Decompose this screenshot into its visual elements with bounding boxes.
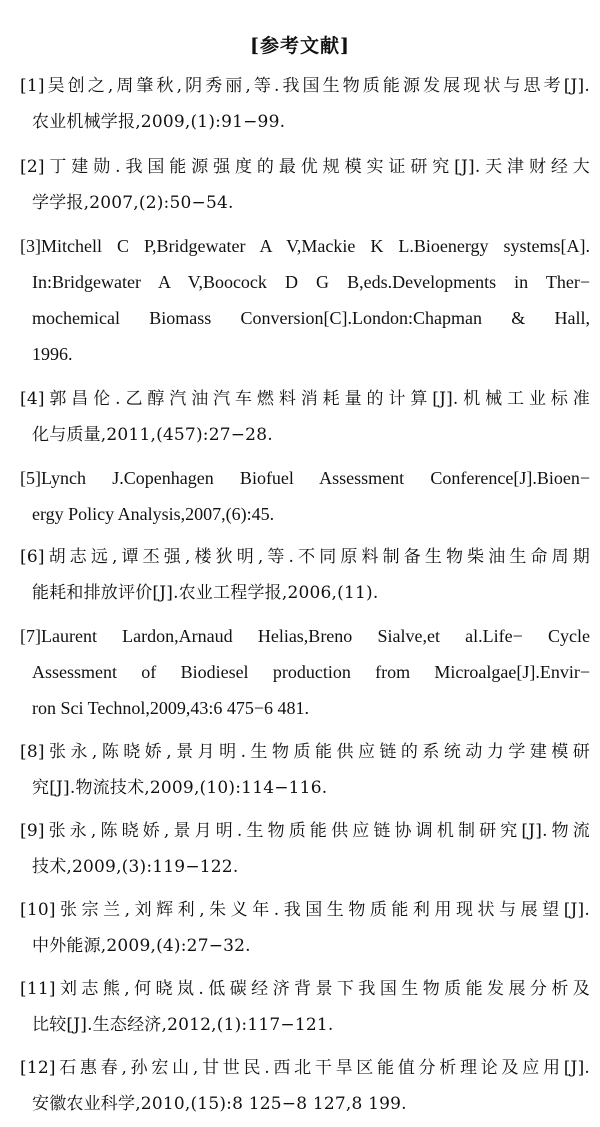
reference-line: [7]Laurent Lardon,Arnaud Helias,Breno Sialve,et al.Life− Cycle — [20, 626, 590, 646]
reference-item — [20, 460, 590, 532]
reference-line: [1]吴创之,周肇秋,阴秀丽,等.我国生物质能源发展现状与思考[J]. — [20, 76, 590, 96]
reference-line: ergy Policy Analysis,2007,(6):45. — [32, 504, 275, 524]
reference-item — [20, 68, 590, 140]
reference-line: [4]郭昌伦.乙醇汽油汽车燃料消耗量的计算[J].机械工业标准 — [20, 389, 590, 409]
reference-line: 技术,2009,(3):119−122. — [32, 857, 239, 877]
reference-item — [20, 734, 590, 806]
reference-line: [3]Mitchell C P,Bridgewater A V,Mackie K L.Bioenergy systems[A]. — [20, 236, 590, 256]
reference-item — [20, 618, 590, 726]
reference-line: [10]张宗兰,刘辉利,朱义年.我国生物质能利用现状与展望[J]. — [20, 900, 590, 920]
reference-line: 比较[J].生态经济,2012,(1):117−121. — [32, 1015, 334, 1035]
reference-line: [8]张永,陈晓娇,景月明.生物质能供应链的系统动力学建模研 — [20, 742, 590, 762]
reference-item — [20, 381, 590, 453]
reference-line: In:Bridgewater A V,Boocock D G B,eds.Developments in Ther− — [32, 272, 590, 292]
reference-line: ron Sci Technol,2009,43:6 475−6 481. — [32, 698, 310, 718]
reference-line: 究[J].物流技术,2009,(10):114−116. — [32, 778, 328, 798]
reference-item — [20, 971, 590, 1043]
reference-line: [2]丁建勋.我国能源强度的最优规模实证研究[J].天津财经大 — [20, 157, 590, 177]
reference-line: [9]张永,陈晓娇,景月明.生物质能供应链协调机制研究[J].物流 — [20, 821, 590, 841]
reference-line: Assessment of Biodiesel production from Microalgae[J].Envir− — [32, 662, 590, 682]
reference-line: 农业机械学报,2009,(1):91−99. — [32, 112, 286, 132]
references-heading: [参考文献] — [250, 35, 350, 57]
reference-item — [20, 539, 590, 611]
reference-line: [5]Lynch J.Copenhagen Biofuel Assessment Conference[J].Bioen− — [20, 468, 590, 488]
reference-item — [20, 149, 590, 221]
reference-item — [20, 1050, 590, 1122]
reference-item — [20, 813, 590, 885]
reference-line: 中外能源,2009,(4):27−32. — [32, 936, 251, 956]
reference-line: 学学报,2007,(2):50−54. — [32, 193, 234, 213]
reference-line: mochemical Biomass Conversion[C].London:Chapman & Hall, — [32, 308, 590, 328]
reference-line: 1996. — [32, 344, 73, 364]
reference-line: [11]刘志熊,何晓岚.低碳经济背景下我国生物质能发展分析及 — [20, 979, 590, 999]
reference-item — [20, 892, 590, 964]
reference-item — [20, 228, 590, 372]
reference-line: 化与质量,2011,(457):27−28. — [32, 425, 273, 445]
reference-line: [12]石惠春,孙宏山,甘世民.西北干旱区能值分析理论及应用[J]. — [20, 1058, 590, 1078]
reference-line: [6]胡志远,谭丕强,楼狄明,等.不同原料制备生物柴油生命周期 — [20, 547, 590, 567]
reference-line: 安徽农业科学,2010,(15):8 125−8 127,8 199. — [32, 1094, 407, 1114]
reference-line: 能耗和排放评价[J].农业工程学报,2006,(11). — [32, 583, 379, 603]
